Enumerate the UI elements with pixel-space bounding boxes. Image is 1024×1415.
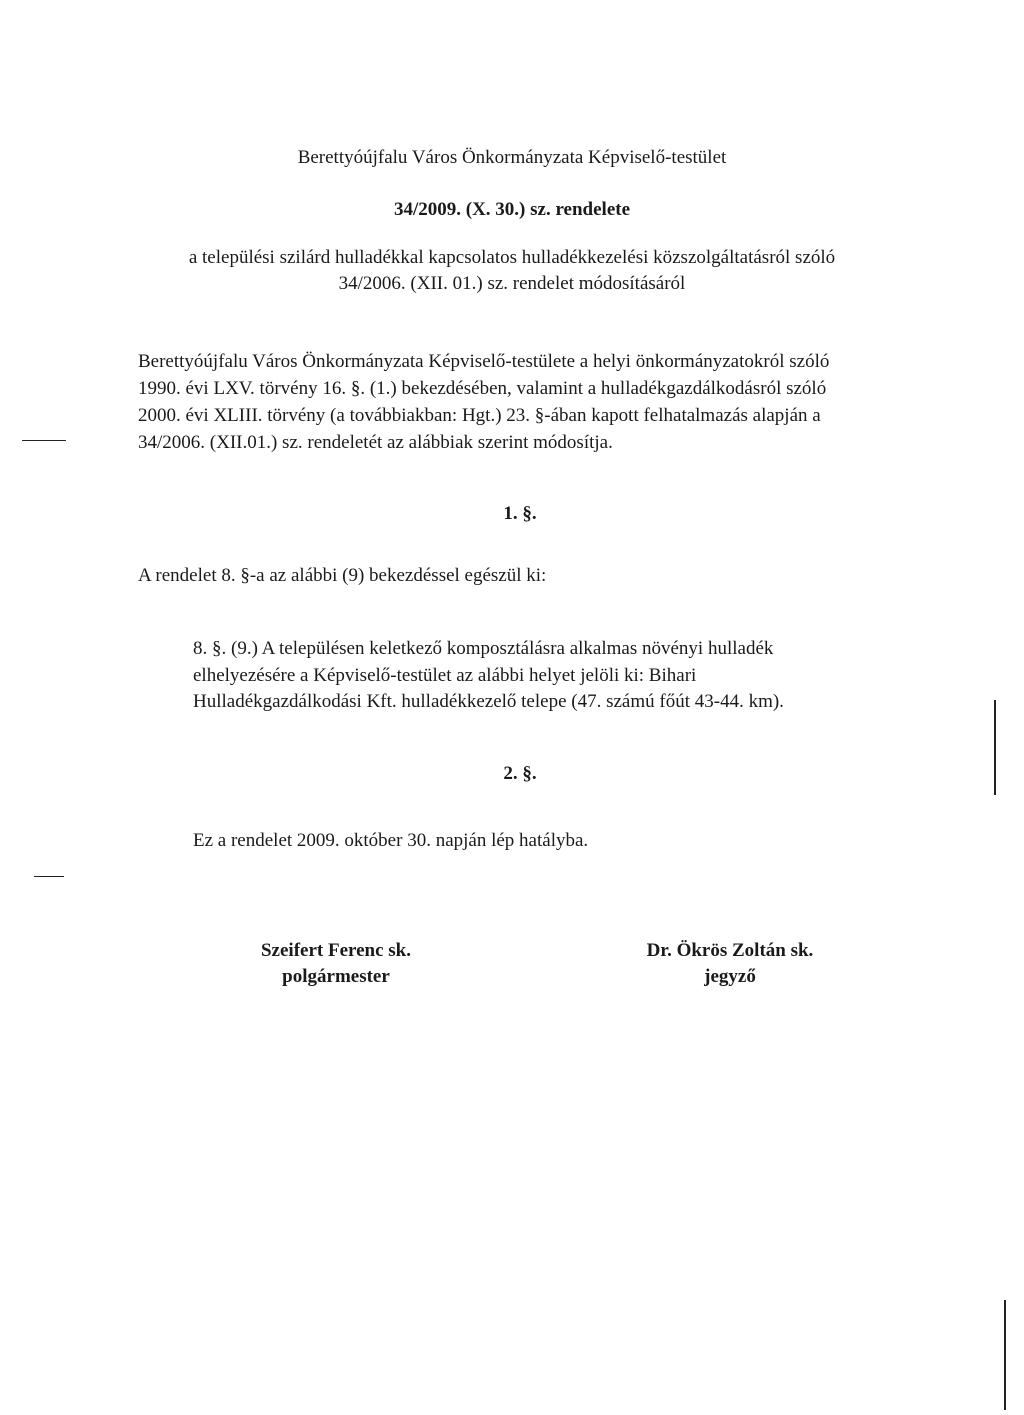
scan-edge-line xyxy=(994,700,996,795)
preamble-line-1: Berettyóújfalu Város Önkormányzata Képviselő-testülete a helyi önkormányzatokról szóló xyxy=(138,351,830,372)
authority-title: Berettyóújfalu Város Önkormányzata Képviselő-testület xyxy=(297,147,727,168)
signature-title: jegyző xyxy=(704,966,756,987)
section-1-heading: 1. §. xyxy=(503,503,537,524)
subject-line-1: a települési szilárd hulladékkal kapcsolatos hulladékkezelési közszolgáltatásról szóló xyxy=(188,247,836,268)
section-1-line-1: 8. §. (9.) A településen keletkező komposztálásra alkalmas növényi hulladék xyxy=(193,638,774,659)
decree-number: 34/2009. (X. 30.) sz. rendelete xyxy=(393,199,631,220)
section-2-heading: 2. §. xyxy=(503,763,537,784)
section-2-line-1: Ez a rendelet 2009. október 30. napján lép hatályba. xyxy=(193,830,589,851)
signature-notary xyxy=(600,938,860,990)
scan-margin-mark xyxy=(22,440,66,441)
scan-edge-line xyxy=(1004,1300,1006,1410)
signature-name: Dr. Ökrös Zoltán sk. xyxy=(646,940,814,961)
signature-title: polgármester xyxy=(282,966,390,987)
section-1-line-3: Hulladékgazdálkodási Kft. hulladékkezelő telepe (47. számú főút 43-44. km). xyxy=(193,691,784,712)
scan-margin-mark xyxy=(34,876,64,877)
section-1-line-2: elhelyezésére a Képviselő-testület az alábbi helyet jelöli ki: Bihari xyxy=(193,665,697,686)
signature-name: Szeifert Ferenc sk. xyxy=(260,940,411,961)
preamble-line-2: 1990. évi LXV. törvény 16. §. (1.) bekezdésében, valamint a hulladékgazdálkodásról szóló xyxy=(138,378,827,399)
section-1-intro: A rendelet 8. §-a az alábbi (9) bekezdéssel egészül ki: xyxy=(138,565,547,586)
signature-mayor xyxy=(206,938,466,990)
preamble-line-4: 34/2006. (XII.01.) sz. rendeletét az alábbiak szerint módosítja. xyxy=(138,432,613,453)
subject-line-2: 34/2006. (XII. 01.) sz. rendelet módosításáról xyxy=(338,273,686,294)
preamble-line-3: 2000. évi XLIII. törvény (a továbbiakban: Hgt.) 23. §-ában kapott felhatalmazás alapján a xyxy=(138,405,821,426)
